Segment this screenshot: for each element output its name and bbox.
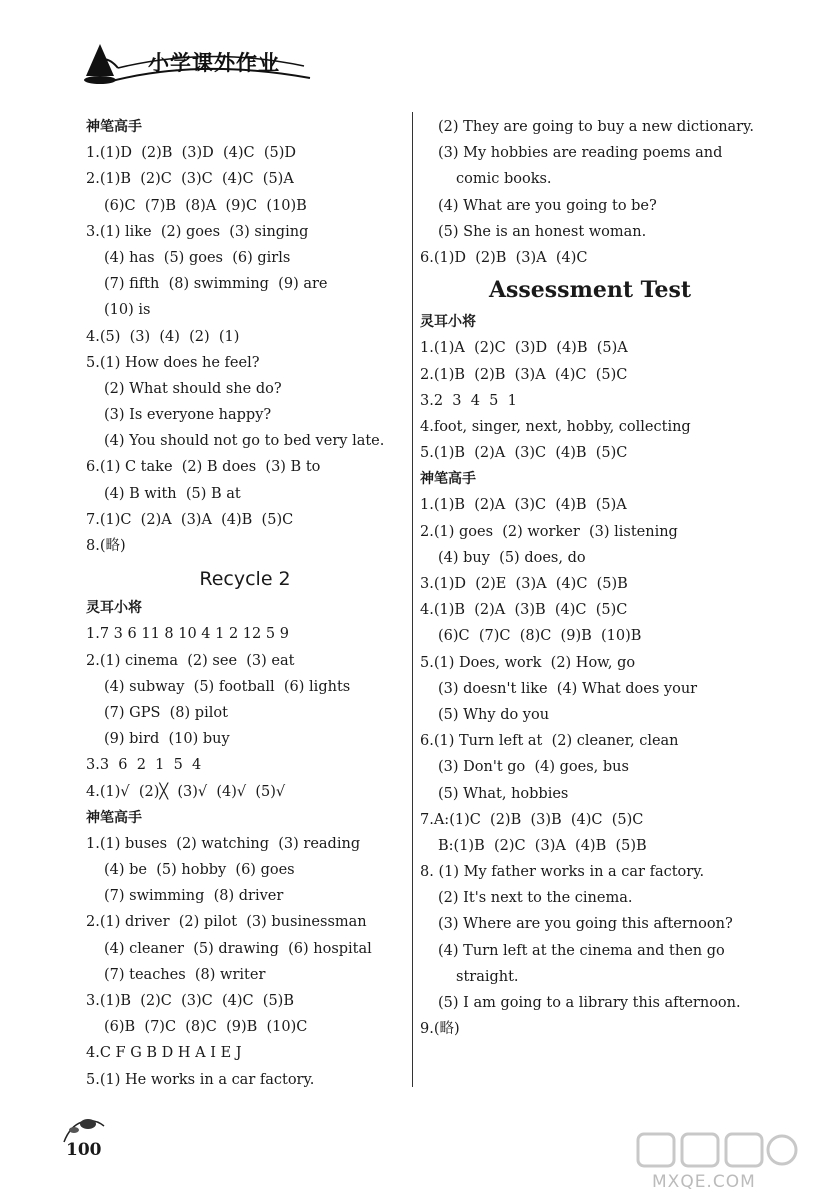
page-number: 100 xyxy=(66,1140,102,1160)
answer-line: 6.(1)D (2)B (3)A (4)C xyxy=(420,249,588,266)
answer-line: 3.(1)D (2)E (3)A (4)C (5)B xyxy=(420,576,628,592)
answer-line: (2) It's next to the cinema. xyxy=(438,890,633,907)
answer-line: 8.(略) xyxy=(86,538,126,554)
answer-line: 7.(1)C (2)A (3)A (4)B (5)C xyxy=(86,511,294,528)
answer-line: 2.(1) driver (2) pilot (3) businessman xyxy=(86,914,367,931)
answer-line: (4) buy (5) does, do xyxy=(438,549,586,566)
answer-line: (3) Where are you going this afternoon? xyxy=(438,916,733,933)
answer-line: 6.(1) Turn left at (2) cleaner, clean xyxy=(420,733,679,750)
answer-line: 4.C F G B D H A I E J xyxy=(86,1045,242,1062)
answer-line: 2.(1) cinema (2) see (3) eat xyxy=(86,652,295,669)
answer-line: 3.3 6 2 1 5 4 xyxy=(86,757,202,774)
answer-line: (5) Why do you xyxy=(438,706,550,723)
section-heading: 神笔高手 xyxy=(86,119,142,135)
answer-line: 3.(1) like (2) goes (3) singing xyxy=(86,223,309,240)
answer-line: 5.(1) He works in a car factory. xyxy=(86,1071,315,1088)
assessment-title: Assessment Test xyxy=(488,277,692,304)
section-heading: 灵耳小将 xyxy=(420,314,476,331)
right-column xyxy=(420,114,760,1042)
section-heading: 神笔高手 xyxy=(420,471,476,488)
answer-line: (5) What, hobbies xyxy=(438,785,569,802)
answer-line: (2) They are going to buy a new dictionary. xyxy=(438,119,754,135)
answer-line: 4.foot, singer, next, hobby, collecting xyxy=(420,418,691,435)
answer-line: B:(1)B (2)C (3)A (4)B (5)B xyxy=(438,837,647,854)
answer-line: 8. (1) My father works in a car factory. xyxy=(420,864,705,881)
answer-line: (10) is xyxy=(104,302,151,319)
answer-line: 2.(1) goes (2) worker (3) listening xyxy=(420,523,678,540)
answer-line: (5) She is an honest woman. xyxy=(438,223,647,240)
answer-line: 4.(5) (3) (4) (2) (1) xyxy=(86,328,240,345)
section-heading: 神笔高手 xyxy=(86,809,142,826)
answer-line: comic books. xyxy=(456,171,552,188)
answer-line: 2.(1)B (2)B (3)A (4)C (5)C xyxy=(420,366,628,383)
answer-line: 1.7 3 6 11 8 10 4 1 2 12 5 9 xyxy=(86,626,289,643)
answer-line: 1.(1)B (2)A (3)C (4)B (5)A xyxy=(420,497,627,514)
answer-line: (3) doesn't like (4) What does your xyxy=(438,680,698,697)
answer-line: (2) What should she do? xyxy=(104,380,282,397)
answer-line: (4) You should not go to bed very late. xyxy=(104,433,385,450)
header-title: 小学课外作业 xyxy=(148,51,280,75)
watermark-text: MXQE.COM xyxy=(652,1172,756,1192)
recycle-title: Recycle 2 xyxy=(199,568,291,591)
answer-line: (4) subway (5) football (6) lights xyxy=(104,678,351,695)
answer-line: 1.(1) buses (2) watching (3) reading xyxy=(86,835,361,852)
answer-line: 5.(1)B (2)A (3)C (4)B (5)C xyxy=(420,445,628,462)
section-heading: 灵耳小将 xyxy=(86,600,142,617)
answer-line: 3.2 3 4 5 1 xyxy=(420,392,517,409)
answer-line: (3) Is everyone happy? xyxy=(104,407,272,424)
answer-line: 1.(1)A (2)C (3)D (4)B (5)A xyxy=(420,340,628,357)
answer-line: (4) Turn left at the cinema and then go xyxy=(438,942,725,959)
answer-line: (6)C (7)C (8)C (9)B (10)B xyxy=(438,628,642,645)
answer-line: (9) bird (10) buy xyxy=(104,731,230,748)
answer-line: 1.(1)D (2)B (3)D (4)C (5)D xyxy=(86,145,297,162)
answer-line: 5.(1) Does, work (2) How, go xyxy=(420,654,636,671)
column-divider xyxy=(412,112,413,1087)
answer-line: 6.(1) C take (2) B does (3) B to xyxy=(86,459,321,476)
answer-line: (4) What are you going to be? xyxy=(438,197,657,214)
answer-line: (7) teaches (8) writer xyxy=(104,966,266,983)
answer-line: 7.A:(1)C (2)B (3)B (4)C (5)C xyxy=(420,811,644,828)
answer-line: (6)B (7)C (8)C (9)B (10)C xyxy=(104,1019,308,1036)
answer-line: (7) GPS (8) pilot xyxy=(104,704,228,721)
answer-line: 4.(1)√ (2)╳ (3)√ (4)√ (5)√ xyxy=(86,783,286,800)
answer-line: 3.(1)B (2)C (3)C (4)C (5)B xyxy=(86,993,294,1009)
answer-line: (4) cleaner (5) drawing (6) hospital xyxy=(104,940,372,957)
answer-line: (5) I am going to a library this afternoon. xyxy=(438,995,741,1011)
answer-line: 5.(1) How does he feel? xyxy=(86,354,260,371)
answer-line: (4) B with (5) B at xyxy=(104,485,241,502)
answer-line: 9.(略) xyxy=(420,1021,460,1038)
answer-line: (7) swimming (8) driver xyxy=(104,888,284,905)
answer-line: (4) has (5) goes (6) girls xyxy=(104,249,291,266)
answer-line: straight. xyxy=(456,968,519,985)
answer-line: (4) be (5) hobby (6) goes xyxy=(104,862,295,879)
answer-line: (3) My hobbies are reading poems and xyxy=(438,145,723,162)
answer-line: (3) Don't go (4) goes, bus xyxy=(438,759,629,776)
left-column xyxy=(86,114,404,1093)
answer-line: (7) fifth (8) swimming (9) are xyxy=(104,276,328,293)
answer-line: 2.(1)B (2)C (3)C (4)C (5)A xyxy=(86,171,294,188)
answer-line: 4.(1)B (2)A (3)B (4)C (5)C xyxy=(420,602,628,619)
answer-line: (6)C (7)B (8)A (9)C (10)B xyxy=(104,197,307,214)
